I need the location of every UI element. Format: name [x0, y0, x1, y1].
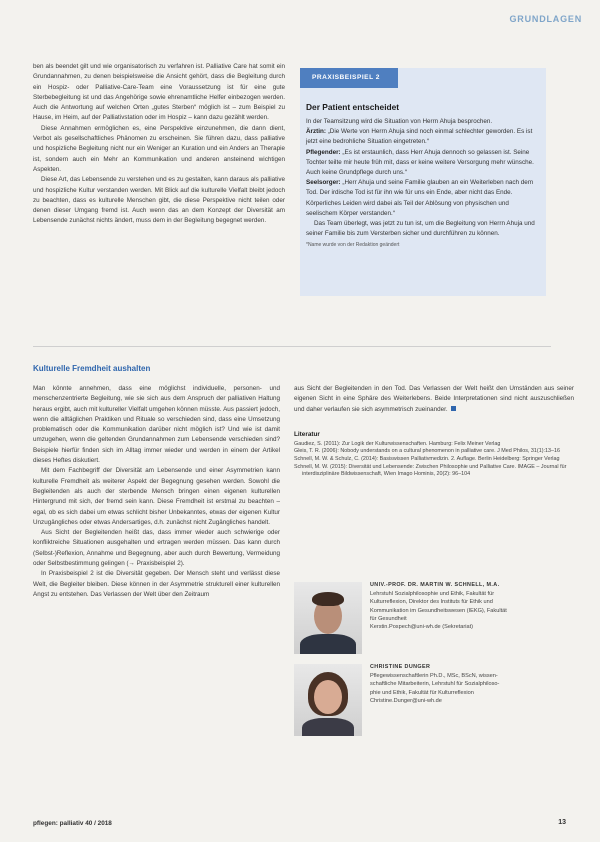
speaker: Pflegender: — [306, 148, 341, 156]
author-line: für Gesundheit — [370, 615, 407, 622]
paragraph-text: aus Sicht der Begleitenden in den Tod. Das Verlassen der Welt heißt den Umständen aus seiner eigenen Sicht in eine Sphäre des Weiterlebens. Beide Interpretationen sind nicht auszuschließen und daher verlaufen sie sich asymmetrisch zueinander. — [294, 385, 574, 413]
author-line: Kulturreflexion, Direktor des Instituts für Ethik und — [370, 599, 493, 606]
author-line: Kommunikation im Gesundheitswesen (IEKG), Fakultät — [370, 607, 507, 614]
author-photo — [294, 582, 362, 654]
author-info — [370, 664, 570, 705]
paragraph: Man könnte annehmen, dass eine möglichst individuelle, personen- und menschenzentrierte Begleitung, wie sie sich aus dem Anspruch der palliativen Haltung heraus ergibt, auch mit kultureller Vielfalt umgehen können müsste. Aus passiert jedoch, wenn die alltäglichen Praktiken und Rituale so verschieden sind, dass eine Umsetzung problematisch oder die Kommunikation darüber nicht möglich ist? Und wie ist damit umzugehen, wenn die geltenden Grundannahmen zum Lebensende verschieden sind? Beispiele hierfür finden sich im Alltag immer wieder und werden in einem der Artikel dieses Heftes diskutiert. — [33, 385, 280, 465]
section-heading: Kulturelle Fremdheit aushalten — [33, 364, 151, 373]
paragraph: ben als beendet gilt und wie organisatorisch zu verfahren ist. Palliative Care hat somit ein Grundannahmen, zu denen beispielsweise die Ansicht gehört, dass die Begleitung durch ein Hospiz- oder Palliative-Care-Team eine Voraussetzung ist für eine gute Sterbebegleitung ist und das Angehörige sowie ehrenamtliche Helfer einbezogen werden. Auch die Antwortung auf welchen Orten „gutes Sterben“ möglich ist – zum Beispiel zu Hause, im Heim, auf der Palliativstation oder im Hospiz – kann dazu gezählt werden. — [33, 63, 285, 122]
utterance: „Die Werte von Herrn Ahuja sind noch einmal schlechter geworden. Es ist jetzt eine bedrohliche Situation eingetreten.“ — [306, 128, 533, 146]
author-photo — [294, 664, 362, 736]
author-name: UNIV.-PROF. DR. MARTIN W. SCHNELL, M.A. — [370, 582, 500, 588]
practice-example-box — [300, 68, 546, 296]
upper-left-column — [33, 62, 285, 227]
author-line: schaftliche Mitarbeiterin, Lehrstuhl für Sozialphiloso- — [370, 681, 500, 688]
author-email: Christine.Dunger@uni-wh.de — [370, 697, 442, 704]
practice-example-title: Der Patient entscheidet — [306, 102, 400, 112]
author-info — [370, 582, 570, 631]
practice-example-intro: In der Teamsitzung wird die Situation von Herrn Ahuja besprochen. — [306, 118, 493, 125]
paragraph — [294, 384, 574, 415]
paragraph: In Praxisbeispiel 2 ist die Diversität gegeben. Der Mensch steht und verlässt diese Welt, die Begleiter bleiben. Diese können in der Asymmetrie strukturell einer kulturellen Angst zu entstehen. Das Verlassen der Welt über den Zeitraum — [33, 570, 280, 598]
literature-entry: Schnell, M. W. & Schulz, C. (2014): Basiswissen Palliativmedizin. 2. Auflage. Berlin Heidelberg: Springer Verlag — [294, 456, 560, 463]
literature-entry: Schnell, M. W. (2015): Diversität und Lebensende: Zwischen Philosophie und Palliative Care. IMAGE – Journal für interdisziplinäre Bildwissenschaft, Wien Imago Hominis, 20(2): 96–104 — [294, 463, 567, 478]
literature-title: Literatur — [294, 430, 320, 438]
author-line: Pflegewissenschaftlerin Ph.D., MSc, BScN, wissen- — [370, 673, 498, 679]
dialogue-line — [306, 148, 540, 179]
speaker: Ärztin: — [306, 128, 326, 136]
author-card — [294, 582, 574, 662]
author-email: Kerstin.Pospech@uni-wh.de (Sekretariat) — [370, 624, 473, 631]
author-card — [294, 664, 574, 744]
literature-entry: Gleis, T. R. (2006): Nobody understands on a cultural phenomenon in palliative care. J Med Philos, 31(1):13–16 — [294, 448, 560, 455]
dialogue-line — [306, 178, 540, 219]
section-header: GRUNDLAGEN — [509, 14, 582, 24]
dialogue-line — [306, 127, 540, 147]
paragraph: Aus Sicht der Begleitenden heißt das, dass immer wieder auch schwierige oder konfliktreiche Situationen ausgehalten und ertragen werden müssen. Das kann durch (Selbst-)Reflexion, Annahme und Begegnung, aber auch durch Bewertung, Vermeidung oder Selbstbestimmung gelingen (→ Praxisbeispiel 2). — [33, 529, 280, 568]
author-name: CHRISTINE DUNGER — [370, 664, 431, 670]
page-number: 13 — [558, 819, 566, 826]
practice-example-note: *Name wurde von der Redaktion geändert — [306, 242, 400, 249]
practice-example-tag: PRAXISBEISPIEL 2 — [300, 68, 398, 88]
literature-entry: Gaudiez, S. (2011): Zur Logik der Kulturwissenschaften. Hamburg: Felix Meiner Verlag — [294, 440, 501, 447]
paragraph: Diese Annahmen ermöglichen es, eine Perspektive einzunehmen, die dann dient, Verbot als gesellschaftliches Phänomen zu erscheinen. Sie führen dazu, dass palliative und hospizliche Begleitung nicht nur ein Weniger an Kuration und ein Anders an Therapie ist, sondern auch ein Mehr an Kommunikation und anderen ansteinend wichtigen Aspekten. — [33, 124, 285, 173]
utterance: „Herr Ahuja und seine Familie glauben an ein Weiterleben nach dem Tod. Der irdische Tod ist für ihn wie für uns ein Ende, aber nicht das Ende. Körperliches Leiden wird dabei als Teil der Ablösung von physischen und seelischem Körper verstanden.“ — [306, 179, 534, 217]
lower-left-column — [33, 384, 280, 600]
author-line: Lehrstuhl Sozialphilosophie und Ethik, Fakultät für — [370, 591, 495, 597]
paragraph: Mit dem Fachbegriff der Diversität am Lebensende und einer Asymmetrien kann kulturelle Fremdheit als weiterer Aspekt der Begegnung gesehen werden. Sowohl die Begleitenden als auch der sterbende Mensch bringen einen eigenen kulturellen Hintergrund mit sich, der fremd sein kann. Diese Fremdheit ist erstmal zu beachten – egal, ob es sich dabei um etwas schlicht bisher Unbekanntes, etwas der eigenen Kultur Unzugängliches oder etwas Andersartiges, d.h. zunächst nicht Zugängliches handelt. — [33, 467, 280, 526]
practice-example-closing: Das Team überlegt, was jetzt zu tun ist, um die Begleitung von Herrn Ahuja und seiner Familie bis zum Versterben sicher und durchführen zu können. — [306, 220, 535, 238]
journal-footer: pflegen: palliativ 40 / 2018 — [33, 820, 112, 827]
speaker: Seelsorger: — [306, 179, 341, 187]
utterance: „Es ist erstaunlich, dass Herr Ahuja dennoch so gelassen ist. Seine Tochter teilte mir heute früh mit, dass er keine weitere Versorgung mehr wünsche. Auch keine Grundpflege durch uns.“ — [306, 148, 534, 177]
practice-example-body — [306, 102, 540, 248]
divider — [33, 346, 551, 347]
paragraph: Diese Art, das Lebensende zu verstehen und es zu gestalten, kann daraus als palliative und hospizliche Kultur verstanden werden. Mit Blick auf die kulturelle Vielfalt bleibt jedoch zu beachten, dass es kulturelle Menschen gibt, die diese Perspektive nicht teilen oder denen dieser Umgang fremd ist. Auch wenn das an dem Konzept der Diversität am Lebensende zunächst nichts ändert, muss dem in der Begleitung begegnet werden. — [33, 176, 285, 225]
end-mark-icon — [451, 406, 456, 411]
lower-right-column — [294, 384, 574, 479]
author-line: phie und Ethik, Fakultät für Kulturreflexion — [370, 689, 474, 696]
